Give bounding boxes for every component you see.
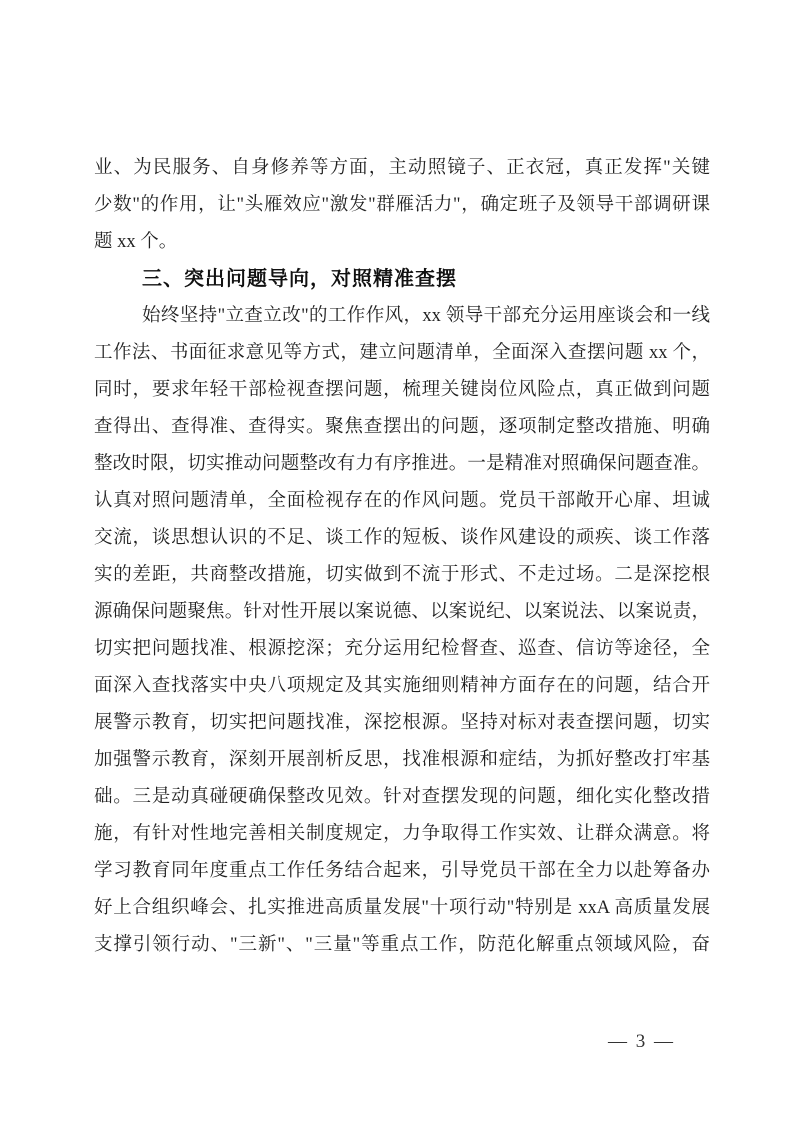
text-line: 实的差距，共商整改措施，切实做到不流于形式、不走过场。二是深挖根 bbox=[94, 565, 710, 585]
text-line: 业、为民服务、自身修养等方面，主动照镜子、正衣冠，真正发挥"关键 bbox=[94, 158, 710, 178]
text-line: 展警示教育，切实把问题找准，深挖根源。坚持对标对表查摆问题，切实 bbox=[94, 713, 710, 733]
text-line: 少数"的作用，让"头雁效应"激发"群雁活力"，确定班子及领导干部调研课 bbox=[94, 195, 710, 215]
text-line: 查得出、查得准、查得实。聚焦查摆出的问题，逐项制定整改措施、明确 bbox=[94, 417, 710, 437]
text-line: 切实把问题找准、根源挖深；充分运用纪检督查、巡查、信访等途径，全 bbox=[94, 639, 710, 659]
text-line: 题 xx 个。 bbox=[94, 232, 178, 252]
text-line: 础。三是动真碰硬确保整改见效。针对查摆发现的问题，细化实化整改措 bbox=[94, 787, 710, 807]
section-heading: 三、突出问题导向，对照精准查摆 bbox=[142, 268, 457, 290]
text-line: 学习教育同年度重点工作任务结合起来，引导党员干部在全力以赴筹备办 bbox=[94, 861, 710, 881]
text-line: 支撑引领行动、"三新"、"三量"等重点工作，防范化解重点领域风险，奋 bbox=[94, 935, 710, 955]
page-number: — 3 — bbox=[608, 1031, 675, 1052]
text-line: 始终坚持"立查立改"的工作作风，xx 领导干部充分运用座谈会和一线 bbox=[142, 306, 710, 326]
text-line: 面深入查找落实中央八项规定及其实施细则精神方面存在的问题，结合开 bbox=[94, 676, 710, 696]
paragraph-continuation bbox=[94, 150, 710, 261]
text-line: 交流，谈思想认识的不足、谈工作的短板、谈作风建设的顽疾、谈工作落 bbox=[94, 528, 710, 548]
document-body bbox=[94, 150, 710, 964]
text-line: 施，有针对性地完善相关制度规定，力争取得工作实效、让群众满意。将 bbox=[94, 824, 710, 844]
text-line: 整改时限，切实推动问题整改有力有序推进。一是精准对照确保问题查准。 bbox=[94, 454, 710, 474]
paragraph-main bbox=[94, 298, 710, 964]
text-line: 认真对照问题清单，全面检视存在的作风问题。党员干部敞开心扉、坦诚 bbox=[94, 491, 710, 511]
text-line: 加强警示教育，深刻开展剖析反思，找准根源和症结，为抓好整改打牢基 bbox=[94, 750, 710, 770]
text-line: 工作法、书面征求意见等方式，建立问题清单，全面深入查摆问题 xx 个， bbox=[94, 343, 710, 363]
text-line: 同时，要求年轻干部检视查摆问题，梳理关键岗位风险点，真正做到问题 bbox=[94, 380, 710, 400]
text-line: 源确保问题聚焦。针对性开展以案说德、以案说纪、以案说法、以案说责， bbox=[94, 602, 710, 622]
text-line: 好上合组织峰会、扎实推进高质量发展"十项行动"特别是 xxA 高质量发展 bbox=[94, 898, 710, 918]
